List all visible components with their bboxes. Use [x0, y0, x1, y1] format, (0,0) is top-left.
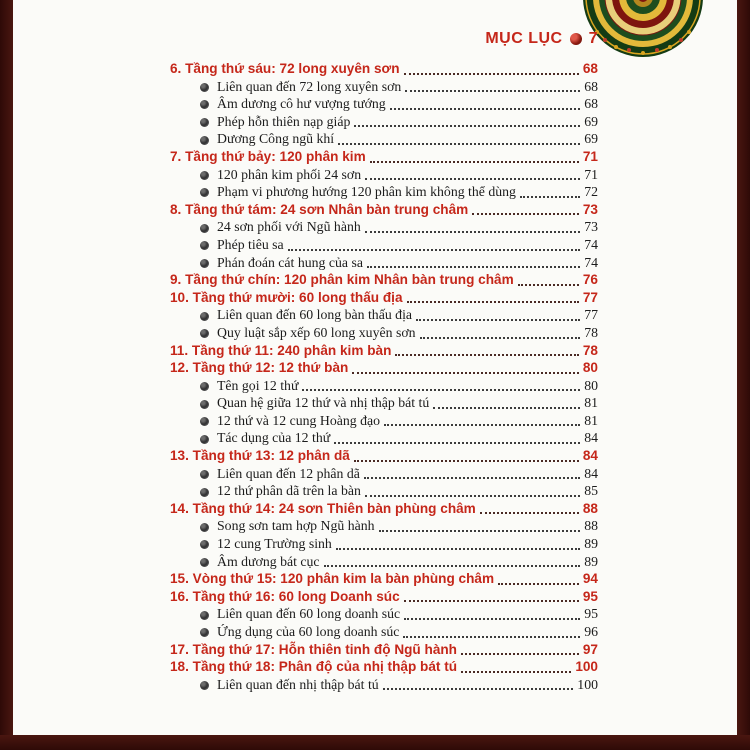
toc-sub-row — [170, 96, 598, 114]
toc-sub-row — [170, 677, 598, 695]
toc-entry-page: 89 — [584, 553, 598, 569]
dotted-leader — [384, 424, 580, 426]
toc-sub-row — [170, 131, 598, 149]
toc-chapter-row — [170, 290, 598, 308]
dotted-leader — [405, 90, 580, 92]
dotted-leader — [365, 178, 580, 180]
compass-bullet-icon — [200, 100, 209, 109]
dotted-leader — [379, 530, 581, 532]
toc-entry-label: 14. Tầng thứ 14: 24 sơn Thiên bàn phùng châm — [170, 500, 476, 516]
compass-bullet-icon — [200, 611, 209, 620]
dotted-leader — [416, 319, 580, 321]
toc-entry-label: Quy luật sắp xếp 60 long xuyên sơn — [217, 324, 416, 340]
toc-entry-page: 71 — [584, 166, 598, 182]
toc-entry-label: Liên quan đến nhị thập bát tú — [217, 676, 379, 692]
toc-entry-page: 77 — [582, 289, 598, 305]
dotted-leader — [288, 249, 581, 251]
toc-entry-label: 8. Tầng thứ tám: 24 sơn Nhân bàn trung châm — [170, 201, 469, 217]
toc-entry-label: 10. Tầng thứ mười: 60 long thấu địa — [170, 289, 403, 305]
toc-entry-page: 72 — [584, 184, 598, 200]
page-number: 7 — [588, 30, 598, 47]
dotted-leader — [370, 161, 579, 163]
toc-entry-page: 84 — [582, 448, 598, 464]
toc-sub-row — [170, 395, 598, 413]
dotted-leader — [480, 512, 579, 514]
toc-chapter-row — [170, 501, 598, 519]
dotted-leader — [498, 583, 579, 585]
toc-entry-label: 12 thứ và 12 cung Hoàng đạo — [217, 412, 381, 428]
compass-bullet-icon — [200, 188, 209, 197]
dotted-leader — [404, 600, 579, 602]
dotted-leader — [354, 125, 580, 127]
toc-entry-label: 12. Tầng thứ 12: 12 thứ bàn — [170, 360, 349, 376]
toc-entry-label: 120 phân kim phối 24 sơn — [217, 166, 362, 182]
toc-sub-row — [170, 325, 598, 343]
dotted-leader — [334, 442, 580, 444]
dotted-leader — [365, 231, 580, 233]
toc-entry-label: 7. Tầng thứ bảy: 120 phân kim — [170, 148, 366, 164]
toc-entry-label: 18. Tầng thứ 18: Phân độ của nhị thập bát tú — [170, 659, 458, 675]
toc-entry-label: Phán đoán cát hung của sa — [217, 254, 363, 270]
toc-entry-page: 95 — [584, 606, 598, 622]
compass-bullet-icon — [200, 136, 209, 145]
dotted-leader — [395, 354, 579, 356]
compass-bullet-icon — [200, 171, 209, 180]
toc-entry-label: Phép hỗn thiên nạp giáp — [217, 113, 351, 129]
dotted-leader — [324, 565, 581, 567]
toc-entry-page: 69 — [584, 131, 598, 147]
compass-bullet-icon — [200, 435, 209, 444]
toc-sub-row — [170, 483, 598, 501]
toc-sub-row — [170, 219, 598, 237]
toc-entry-page: 100 — [577, 676, 598, 692]
compass-bullet-icon — [200, 681, 209, 690]
toc-chapter-row — [170, 360, 598, 378]
compass-bullet-icon — [200, 312, 209, 321]
toc-entry-page: 84 — [584, 430, 598, 446]
toc-entry-label: Liên quan đến 12 phân dã — [217, 465, 360, 481]
toc-entry-page: 68 — [584, 96, 598, 112]
dotted-leader — [404, 618, 580, 620]
toc-chapter-row — [170, 202, 598, 220]
toc-sub-row — [170, 554, 598, 572]
dotted-leader — [390, 108, 581, 110]
toc-entry-page: 88 — [584, 518, 598, 534]
toc-sub-row — [170, 606, 598, 624]
dotted-leader — [365, 495, 580, 497]
toc-entry-label: Tên gọi 12 thứ — [217, 377, 299, 393]
toc-entry-label: Tác dụng của 12 thứ — [217, 430, 331, 446]
toc-entry-label: Quan hệ giữa 12 thứ và nhị thập bát tú — [217, 395, 430, 411]
compass-bullet-icon — [200, 488, 209, 497]
toc-entry-page: 69 — [584, 113, 598, 129]
toc-entry-label: 11. Tầng thứ 11: 240 phân kim bàn — [170, 342, 392, 358]
toc-sub-row — [170, 184, 598, 202]
toc-sub-row — [170, 466, 598, 484]
toc-entry-label: 12 cung Trường sinh — [217, 536, 332, 552]
toc-sub-row — [170, 79, 598, 97]
dotted-leader — [518, 284, 579, 286]
page-edge-right — [737, 0, 750, 750]
toc-entry-page: 68 — [582, 61, 598, 76]
compass-bullet-icon — [200, 470, 209, 479]
compass-bullet-icon — [200, 118, 209, 127]
toc-entry-page: 78 — [582, 342, 598, 358]
toc-sub-row — [170, 518, 598, 536]
page-edge-bottom — [0, 735, 750, 750]
toc-entry-label: Âm dương bát cục — [217, 553, 320, 569]
dotted-leader — [352, 372, 579, 374]
toc-entry-page: 74 — [584, 254, 598, 270]
toc-entry-label: 24 sơn phối với Ngũ hành — [217, 219, 361, 235]
dotted-leader — [367, 266, 580, 268]
compass-bullet-icon — [200, 523, 209, 532]
toc-chapter-row — [170, 61, 598, 79]
compass-bullet-icon — [200, 241, 209, 250]
toc-sub-row — [170, 413, 598, 431]
toc-entry-label: Liên quan đến 72 long xuyên sơn — [217, 78, 402, 94]
compass-bullet-icon — [200, 417, 209, 426]
toc-chapter-row — [170, 149, 598, 167]
toc-entry-label: Song sơn tam hợp Ngũ hành — [217, 518, 375, 534]
dotted-leader — [433, 407, 580, 409]
toc-entry-page: 88 — [582, 500, 598, 516]
toc-entry-label: 13. Tầng thứ 13: 12 phân dã — [170, 448, 350, 464]
toc-sub-row — [170, 237, 598, 255]
compass-bullet-icon — [200, 329, 209, 338]
toc-entry-label: Liên quan đến 60 long doanh súc — [217, 606, 401, 622]
toc-entry-page: 97 — [582, 641, 598, 657]
toc-entry-label: 17. Tầng thứ 17: Hỗn thiên tinh độ Ngũ hành — [170, 641, 457, 657]
toc-entry-page: 80 — [584, 377, 598, 393]
toc-entry-page: 76 — [582, 272, 598, 288]
toc-entry-label: Liên quan đến 60 long bàn thấu địa — [217, 307, 413, 323]
toc-sub-row — [170, 536, 598, 554]
toc-sub-row — [170, 307, 598, 325]
toc-chapter-row — [170, 571, 598, 589]
toc-entry-page: 80 — [582, 360, 598, 376]
toc-entry-page: 96 — [584, 624, 598, 639]
toc-entry-page: 81 — [584, 412, 598, 428]
compass-bullet-icon — [200, 400, 209, 409]
dotted-leader — [520, 196, 580, 198]
toc-entry-page: 84 — [584, 465, 598, 481]
toc-entry-label: Ứng dụng của 60 long doanh súc — [217, 624, 400, 639]
compass-bullet-icon — [200, 628, 209, 637]
toc-entry-label: 12 thứ phân dã trên la bàn — [217, 483, 361, 499]
toc-entry-label: Phạm vi phương hướng 120 phân kim không thể dùng — [217, 184, 516, 200]
compass-bullet-icon — [200, 540, 209, 549]
dotted-leader — [407, 301, 579, 303]
dotted-leader — [302, 389, 580, 391]
toc-entry-page: 77 — [584, 307, 598, 323]
toc-entry-label: Dương Công ngũ khí — [217, 131, 335, 147]
toc-entry-page: 94 — [582, 571, 598, 587]
toc-entry-label: 15. Vòng thứ 15: 120 phân kim la bàn phùng châm — [170, 571, 495, 587]
compass-bullet-icon — [200, 259, 209, 268]
page-title: MỤC LỤC — [485, 30, 563, 47]
dotted-leader — [383, 688, 574, 690]
luopan-compass-image — [583, 0, 703, 57]
compass-bullet-icon — [200, 382, 209, 391]
toc-entry-page: 89 — [584, 536, 598, 552]
toc-sub-row — [170, 167, 598, 185]
toc-list — [170, 61, 598, 694]
toc-entry-page: 85 — [584, 483, 598, 499]
toc-entry-label: 16. Tầng thứ 16: 60 long Doanh súc — [170, 588, 400, 604]
toc-chapter-row — [170, 642, 598, 660]
yin-yang-icon — [570, 33, 582, 45]
page-header — [485, 30, 598, 48]
dotted-leader — [364, 477, 580, 479]
compass-bullet-icon — [200, 83, 209, 92]
toc-entry-page: 74 — [584, 236, 598, 252]
dotted-leader — [420, 337, 581, 339]
toc-chapter-row — [170, 343, 598, 361]
toc-chapter-row — [170, 448, 598, 466]
dotted-leader — [354, 460, 579, 462]
compass-bullet-icon — [200, 558, 209, 567]
dotted-leader — [461, 653, 579, 655]
toc-entry-page: 95 — [582, 588, 598, 604]
toc-sub-row — [170, 430, 598, 448]
toc-entry-label: Phép tiêu sa — [217, 236, 284, 252]
toc-chapter-row — [170, 589, 598, 607]
toc-chapter-row — [170, 272, 598, 290]
toc-entry-label: Âm dương cô hư vượng tướng — [217, 96, 386, 112]
toc-entry-page: 73 — [584, 219, 598, 235]
toc-entry-page: 71 — [582, 148, 598, 164]
toc-chapter-row — [170, 659, 598, 677]
dotted-leader — [404, 73, 579, 75]
dotted-leader — [472, 213, 579, 215]
toc-sub-row — [170, 378, 598, 396]
toc-sub-row — [170, 114, 598, 132]
dotted-leader — [338, 143, 580, 145]
toc-entry-page: 73 — [582, 201, 598, 217]
toc-entry-label: 6. Tầng thứ sáu: 72 long xuyên sơn — [170, 61, 400, 76]
page-edge-left — [0, 0, 13, 750]
toc-sub-row — [170, 624, 598, 642]
dotted-leader — [403, 636, 580, 638]
toc-sub-row — [170, 255, 598, 273]
toc-entry-page: 68 — [584, 78, 598, 94]
toc-entry-page: 78 — [584, 324, 598, 340]
toc-entry-page: 100 — [575, 659, 598, 675]
compass-bullet-icon — [200, 224, 209, 233]
dotted-leader — [461, 671, 571, 673]
toc-entry-page: 81 — [584, 395, 598, 411]
dotted-leader — [336, 548, 580, 550]
toc-entry-label: 9. Tầng thứ chín: 120 phân kim Nhân bàn trung châm — [170, 272, 514, 288]
